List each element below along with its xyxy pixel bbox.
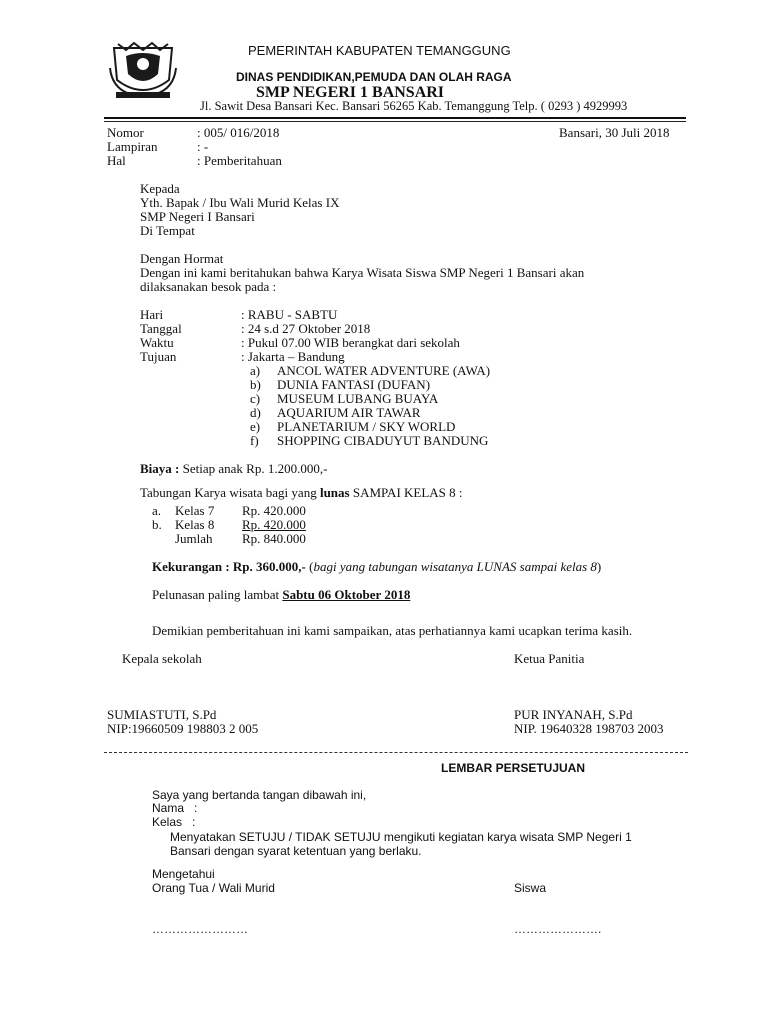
- savings-name: Jumlah: [175, 531, 213, 546]
- signature-left-title: Kepala sekolah: [122, 651, 202, 666]
- signature-left-name: SUMIASTUTI, S.Pd: [107, 707, 217, 722]
- destination-name: SHOPPING CIBADUYUT BANDUNG: [277, 433, 489, 448]
- detail-value: : 24 s.d 27 Oktober 2018: [241, 321, 371, 336]
- consent-statement: Menyatakan SETUJU / TIDAK SETUJU mengikuti kegiatan karya wisata SMP Negeri 1: [170, 830, 632, 844]
- meta-hal-label: Hal: [107, 153, 126, 168]
- signature-right-title: Ketua Panitia: [514, 651, 585, 666]
- kekurangan-note: bagi yang tabungan wisatanya LUNAS sampai kelas 8: [313, 559, 597, 574]
- consent-statement: Bansari dengan syarat ketentuan yang berlaku.: [170, 844, 422, 858]
- letterhead-government: PEMERINTAH KABUPATEN TEMANGGUNG: [248, 43, 511, 58]
- kekurangan-line: [152, 560, 601, 574]
- consent-intro: Saya yang bertanda tangan dibawah ini,: [152, 788, 367, 802]
- letterhead-address: Jl. Sawit Desa Bansari Kec. Bansari 56265 Kab. Temanggung Telp. ( 0293 ) 4929993: [200, 99, 628, 113]
- meta-lampiran-label: Lampiran: [107, 139, 158, 154]
- detail-label: Hari: [140, 307, 164, 322]
- meta-lampiran-value: : -: [197, 139, 209, 154]
- detail-value: : RABU - SABTU: [241, 307, 338, 322]
- tabungan-bold: lunas: [319, 485, 350, 500]
- kekurangan-close: ): [596, 559, 602, 574]
- opening-line: Dengan ini kami beritahukan bahwa Karya Wisata Siswa SMP Negeri 1 Bansari akan: [140, 265, 585, 280]
- destination-letter: a): [250, 363, 261, 378]
- letterhead-rule: [104, 117, 686, 119]
- kekurangan-label: Kekurangan : Rp. 360.000,-: [152, 559, 306, 574]
- closing-line: Demikian pemberitahuan ini kami sampaikan, atas perhatiannya kami ucapkan terima kasih.: [152, 623, 633, 638]
- consent-mengetahui: Mengetahui: [152, 867, 215, 881]
- savings-amount: Rp. 420.000: [242, 517, 306, 532]
- addressee-line: Yth. Bapak / Ibu Wali Murid Kelas IX: [140, 195, 340, 210]
- signature-right-name: PUR INYANAH, S.Pd: [514, 707, 633, 722]
- destination-letter: b): [250, 377, 261, 392]
- biaya-label: Biaya :: [140, 461, 180, 476]
- destination-name: PLANETARIUM / SKY WORLD: [277, 419, 456, 434]
- savings-name: Kelas 7: [175, 503, 215, 518]
- meta-nomor-value: : 005/ 016/2018: [197, 125, 280, 140]
- consent-title: LEMBAR PERSETUJUAN: [441, 761, 586, 775]
- kekurangan-open: (: [305, 559, 314, 574]
- pelunasan-date: Sabtu 06 Oktober 2018: [282, 587, 411, 602]
- destination-letter: f): [250, 433, 259, 448]
- tabungan-line: [140, 486, 463, 500]
- detail-label: Tujuan: [140, 349, 177, 364]
- biaya-line: [140, 462, 327, 476]
- savings-amount: Rp. 420.000: [242, 503, 306, 518]
- meta-hal-value: : Pemberitahuan: [197, 153, 282, 168]
- letterhead-school: SMP NEGERI 1 BANSARI: [256, 84, 445, 101]
- addressee-line: Di Tempat: [140, 223, 195, 238]
- consent-parent-signature-line: ……………………: [152, 922, 248, 936]
- tabungan-pre: Tabungan Karya wisata bagi yang: [140, 485, 320, 500]
- detail-value: : Jakarta – Bandung: [241, 349, 345, 364]
- detail-label: Tanggal: [140, 321, 182, 336]
- addressee-line: SMP Negeri I Bansari: [140, 209, 255, 224]
- signature-left-nip: NIP:19660509 198803 2 005: [107, 721, 259, 736]
- savings-letter: a.: [152, 503, 162, 518]
- destination-letter: c): [250, 391, 261, 406]
- destination-letter: e): [250, 419, 261, 434]
- savings-letter: b.: [152, 517, 162, 532]
- consent-kelas: Kelas :: [152, 815, 196, 829]
- biaya-text: Setiap anak Rp. 1.200.000,-: [179, 461, 328, 476]
- letterhead-rule-thin: [104, 121, 686, 122]
- destination-name: MUSEUM LUBANG BUAYA: [277, 391, 439, 406]
- consent-nama: Nama :: [152, 801, 198, 815]
- pelunasan-line: [152, 588, 410, 602]
- detail-label: Waktu: [140, 335, 174, 350]
- destination-name: ANCOL WATER ADVENTURE (AWA): [277, 363, 491, 378]
- destination-name: DUNIA FANTASI (DUFAN): [277, 377, 431, 392]
- consent-student-label: Siswa: [514, 881, 547, 895]
- regency-logo: [106, 38, 180, 102]
- detail-value: : Pukul 07.00 WIB berangkat dari sekolah: [241, 335, 460, 350]
- consent-student-signature-line: ………………….: [514, 922, 602, 936]
- consent-parent-label: Orang Tua / Wali Murid: [152, 881, 275, 895]
- pelunasan-pre: Pelunasan paling lambat: [152, 587, 283, 602]
- savings-name: Kelas 8: [175, 517, 215, 532]
- signature-right-nip: NIP. 19640328 198703 2003: [514, 721, 664, 736]
- tabungan-post: SAMPAI KELAS 8 :: [349, 485, 463, 500]
- addressee-line: Kepada: [140, 181, 180, 196]
- opening-line: dilaksanakan besok pada :: [140, 279, 277, 294]
- meta-date: Bansari, 30 Juli 2018: [559, 125, 670, 140]
- meta-nomor-label: Nomor: [107, 125, 144, 140]
- destination-name: AQUARIUM AIR TAWAR: [277, 405, 421, 420]
- savings-amount: Rp. 840.000: [242, 531, 306, 546]
- destination-letter: d): [250, 405, 261, 420]
- letterhead-department: DINAS PENDIDIKAN,PEMUDA DAN OLAH RAGA: [236, 70, 512, 84]
- cut-line: [104, 752, 688, 753]
- greeting: Dengan Hormat: [140, 251, 224, 266]
